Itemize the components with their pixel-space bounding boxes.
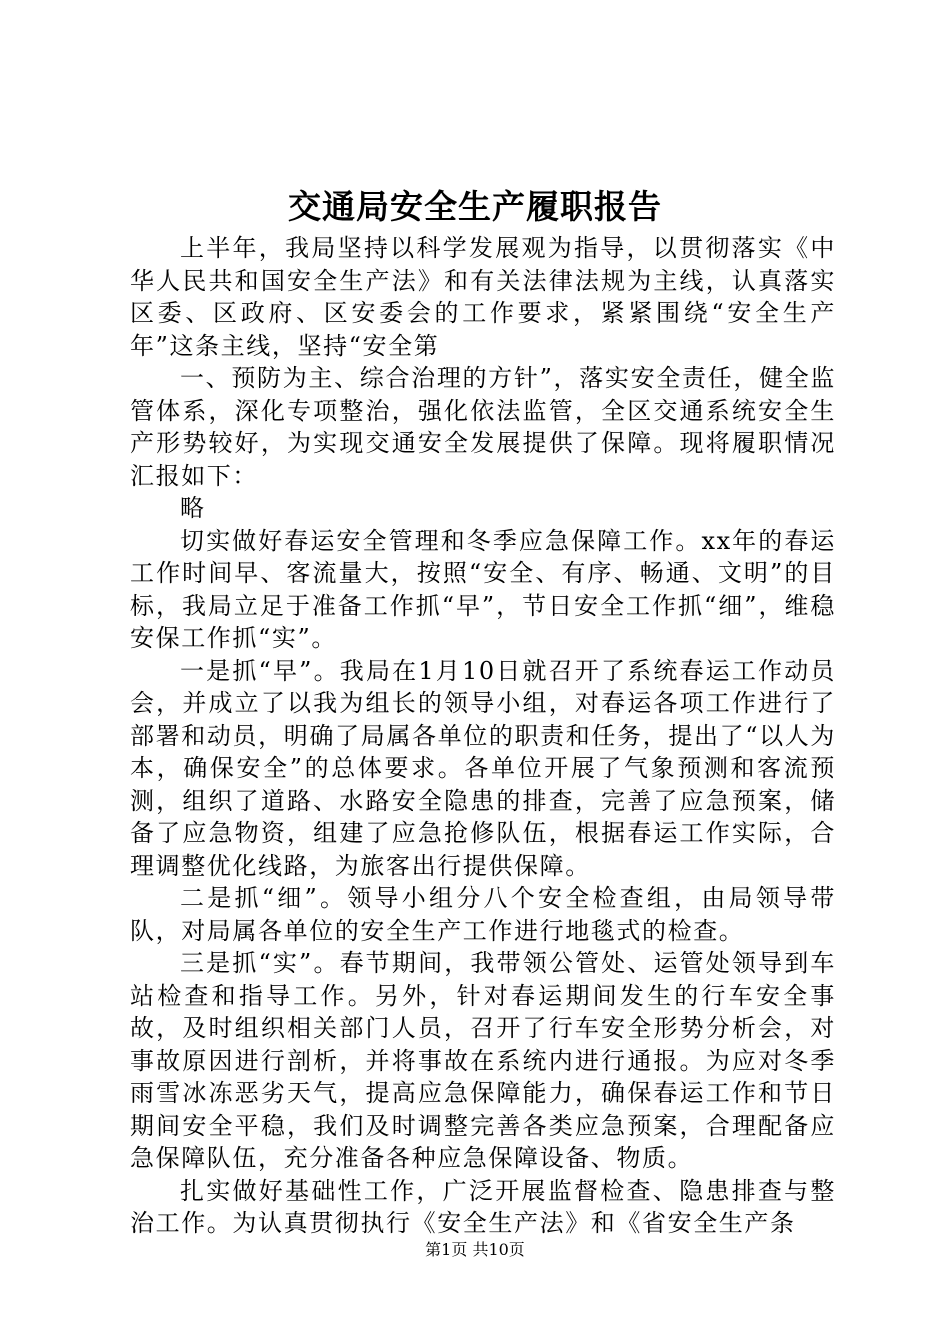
paragraph: 一、预防为主、综合治理的方针”，落实安全责任，健全监管体系，深化专项整治，强化依法监管，全区交通系统安全生产形势较好，为实现交通安全发展提供了保障。现将履职情况汇报如下： — [130, 364, 836, 490]
page-number: 第1页 共10页 — [425, 1240, 525, 1259]
paragraph: 三是抓“实”。春节期间，我带领公管处、运管处领导到车站检查和指导工作。另外，针对春运期间发生的行车安全事故，及时组织相关部门人员，召开了行车安全形势分析会，对事故原因进行剖析，并将事故在系统内进行通报。为应对冬季雨雪冰冻恶劣天气，提高应急保障能力，确保春运工作和节日期间安全平稳，我们及时调整完善各类应急预案，合理配备应急保障队伍，充分准备各种应急保障设备、物质。 — [130, 949, 836, 1172]
paragraph: 略 — [180, 494, 206, 522]
document-body — [130, 232, 836, 1240]
paragraph: 扎实做好基础性工作，广泛开展监督检查、隐患排查与整治工作。为认真贯彻执行《安全生产法》和《省安全生产条 — [130, 1176, 836, 1237]
paragraph: 二是抓“细”。领导小组分八个安全检查组，由局领导带队，对局属各单位的安全生产工作进行地毯式的检查。 — [130, 884, 836, 945]
paragraph: 一是抓“早”。我局在1月10日就召开了系统春运工作动员会，并成立了以我为组长的领导小组，对春运各项工作进行了部署和动员，明确了局属各单位的职责和任务，提出了“以人为本，确保安全”的总体要求。各单位开展了气象预测和客流预测，组织了道路、水路安全隐患的排查，完善了应急预案，储备了应急物资，组建了应急抢修队伍，根据春运工作实际，合理调整优化线路，为旅客出行提供保障。 — [130, 656, 836, 880]
paragraph: 切实做好春运安全管理和冬季应急保障工作。xx年的春运工作时间早、客流量大，按照“安全、有序、畅通、文明”的目标，我局立足于准备工作抓“早”，节日安全工作抓“细”，维稳安保工作抓“实”。 — [130, 526, 836, 652]
paragraph: 上半年，我局坚持以科学发展观为指导，以贯彻落实《中华人民共和国安全生产法》和有关法律法规为主线，认真落实区委、区政府、区安委会的工作要求，紧紧围绕“安全生产年”这条主线，坚持“安全第 — [130, 234, 836, 360]
document-title: 交通局安全生产履职报告 — [288, 187, 662, 226]
